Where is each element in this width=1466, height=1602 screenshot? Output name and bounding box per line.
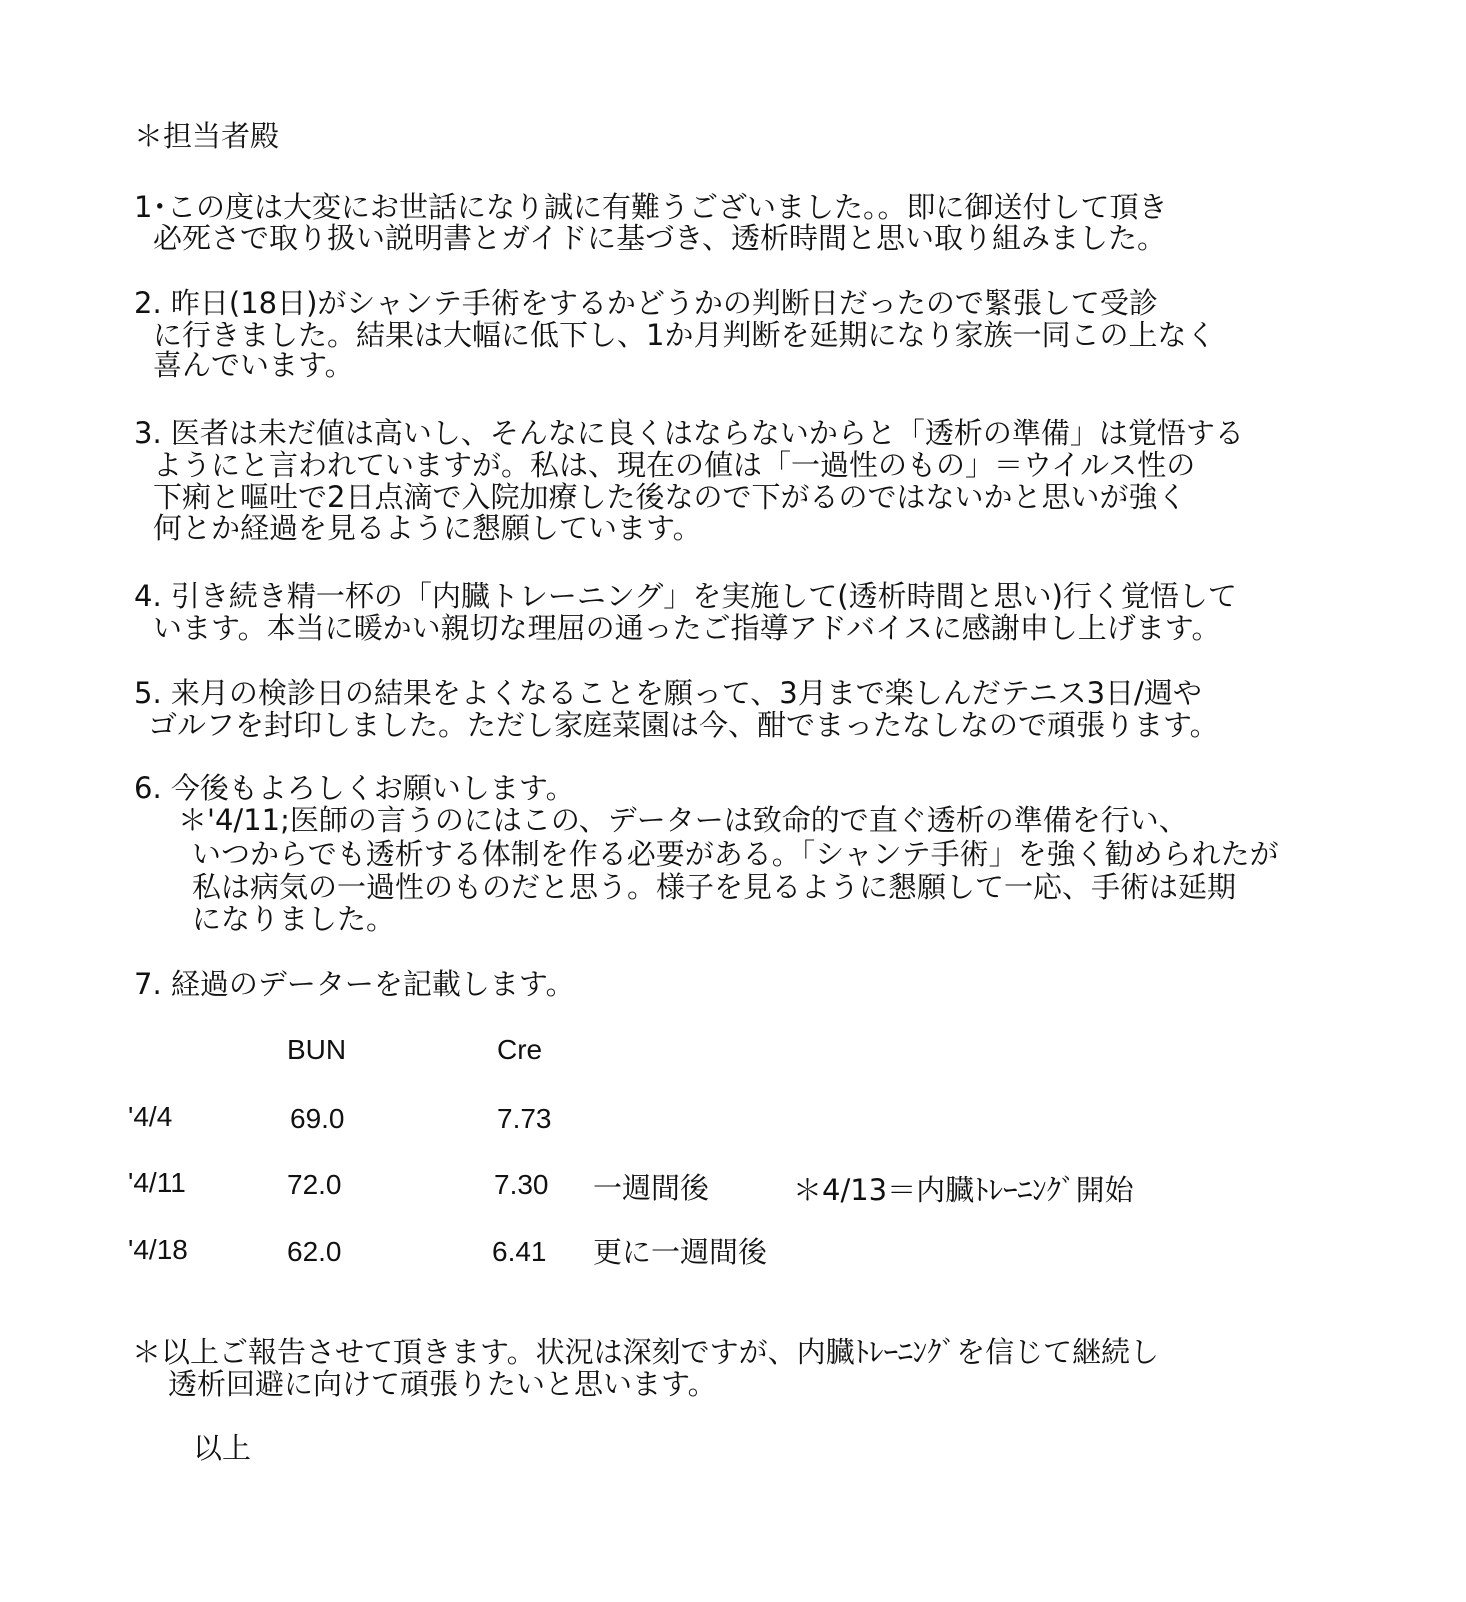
column-header-bun: BUN (287, 1034, 347, 1065)
paragraph-4-line-1: 4. 引き続き精一杯の「内臓トレーニング」を実施して(透析時間と思い)行く覚悟して (134, 579, 1237, 613)
paragraph-2-line-2: に行きました。結果は大幅に低下し、1か月判断を延期になり家族一同この上なく (153, 318, 1216, 352)
row-cre: 7.73 (497, 1103, 552, 1134)
paragraph-6-note-line-2: いつからでも透析する体制を作る必要がある。「シャンテ手術」を強く勧められたが (192, 837, 1279, 871)
paragraph-7-line-1: 7. 経過のデーターを記載します。 (134, 967, 575, 1001)
paragraph-3-line-1: 3. 医者は未だ値は高いし、そんなに良くはならないからと「透析の準備」は覚悟する (134, 416, 1244, 450)
paragraph-1-line-2: 必死さで取り扱い説明書とガイドに基づき、透析時間と思い取り組みました。 (153, 221, 1166, 255)
paragraph-2-line-1: 2. 昨日(18日)がシャンテ手術をするかどうかの判断日だったので緊張して受診 (134, 286, 1158, 320)
paragraph-3-line-4: 何とか経過を見るように懇願しています。 (153, 511, 702, 545)
paragraph-5-line-2: ゴルフを封印しました。ただし家庭菜園は今、酣でまったなしなので頑張ります。 (148, 708, 1219, 742)
row-cre: 7.30 (494, 1169, 549, 1200)
row-date: '4/11 (128, 1167, 186, 1198)
paragraph-6-line-1: 6. 今後もよろしくお願いします。 (134, 771, 575, 805)
closing-line-2: 透析回避に向けて頑張りたいと思います。 (168, 1367, 717, 1401)
row-bun: 62.0 (287, 1236, 342, 1267)
closing-end: 以上 (193, 1431, 252, 1465)
row-bun: 69.0 (290, 1103, 345, 1134)
row-note: 一週間後 (593, 1171, 710, 1205)
row-date: '4/4 (128, 1101, 173, 1132)
row-cre: 6.41 (492, 1236, 547, 1267)
paragraph-2-line-3: 喜んでいます。 (153, 348, 354, 382)
row-note: 更に一週間後 (593, 1235, 768, 1269)
paragraph-1-line-1: 1･この度は大変にお世話になり誠に有難うございました。。即に御送付して頂き (134, 190, 1168, 224)
paragraph-4-line-2: います。本当に暖かい親切な理屈の通ったご指導アドバイスに感謝申し上げます。 (153, 611, 1221, 645)
row-bun: 72.0 (287, 1169, 342, 1200)
closing-line-1: ＊以上ご報告させて頂きます。状況は深刻ですが、内臓ﾄﾚｰﾆﾝｸﾞを信じて継続し (132, 1335, 1160, 1369)
paragraph-3-line-3: 下痢と嘔吐で2日点滴で入院加療した後なので下がるのではないかと思いが強く (153, 480, 1187, 514)
salutation: ＊担当者殿 (134, 119, 280, 153)
row-date: '4/18 (128, 1234, 188, 1265)
paragraph-6-note-line-4: になりました。 (192, 902, 396, 936)
row-remark: ＊4/13＝内臓ﾄﾚｰﾆﾝｸﾞ開始 (793, 1173, 1134, 1207)
paragraph-6-note-line-1: ＊'4/11;医師の言うのにはこの、データーは致命的で直ぐ透析の準備を行い、 (178, 803, 1188, 837)
paragraph-5-line-1: 5. 来月の検診日の結果をよくなることを願って、3月まで楽しんだテニス3日/週や (134, 676, 1202, 710)
column-header-cre: Cre (497, 1034, 543, 1065)
paragraph-6-note-line-3: 私は病気の一過性のものだと思う。様子を見るように懇願して一応、手術は延期 (192, 870, 1237, 904)
paragraph-3-line-2: ようにと言われていますが。私は、現在の値は「一過性のもの」＝ウイルス性の (153, 448, 1196, 482)
